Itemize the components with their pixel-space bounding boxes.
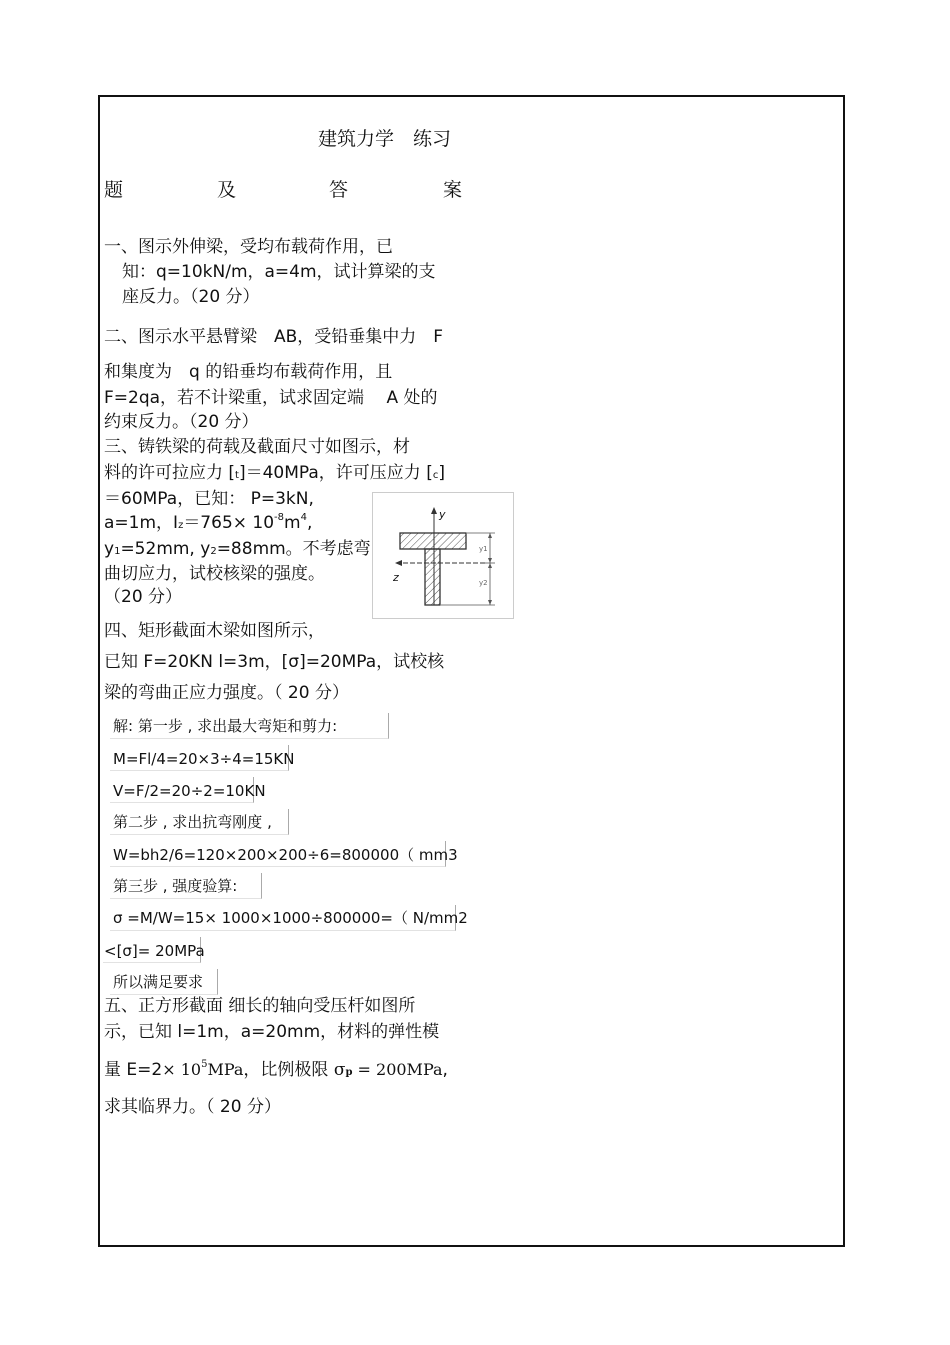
- q5-line-1: 五、正方形截面 细长的轴向受压杆如图所: [104, 996, 416, 1016]
- q3-line-4: a=1m，$Iz=765\times 10^{-8}m^4$,: [104, 512, 313, 533]
- q4-line-1: 四、矩形截面木梁如图所示，: [104, 621, 325, 641]
- q3-line-7: （20 分）: [104, 587, 183, 607]
- q3-line-6: 曲切应力，试校核梁的强度。: [104, 564, 325, 584]
- subtitle-char-1: 题: [104, 179, 124, 201]
- solution-step-1: 解: 第一步 , 求出最大弯矩和剪力:: [113, 717, 338, 735]
- dimension-label-y2: y2: [479, 579, 488, 587]
- z-axis-label: z: [393, 571, 399, 584]
- q1-line-1: 一、图示外伸梁，受均布载荷作用，已: [104, 237, 393, 257]
- q5-line-4: 求其临界力。（ 20 分）: [104, 1097, 281, 1117]
- solution-step-3: V=F/2=20÷2=10KN: [113, 782, 266, 800]
- q3-line-3: ＝60MPa，已知： P=3kN,: [104, 489, 314, 509]
- solution-step-8: <[σ]= 20MPa: [104, 942, 205, 960]
- dimension-label-y1: y1: [479, 545, 488, 553]
- solution-step-7: σ =M/W=15× 1000×1000÷800000=（ N/mm2: [113, 909, 468, 927]
- q3-line-5: y1=52mm, y2=88mm。不考虑弯: [104, 539, 371, 559]
- q4-line-3: 梁的弯曲正应力强度。（ 20 分）: [104, 683, 349, 703]
- solution-step-6: 第三步 , 强度验算:: [113, 877, 238, 895]
- q3-line-1: 三、铸铁梁的荷载及截面尺寸如图示，材: [104, 437, 410, 457]
- page-title: 建筑力学 练习: [318, 128, 452, 150]
- t-section-figure: [372, 492, 514, 619]
- q4-line-2: 已知 F=20KN l=3m，[σ]=20MPa，试校核: [104, 652, 445, 672]
- q2-line-4: 约束反力。（20 分）: [104, 412, 259, 432]
- subtitle-char-4: 案: [443, 179, 463, 201]
- q2-line-2: 和集度为 q 的铅垂均布载荷作用，且: [104, 362, 393, 382]
- solution-step-5: W=bh2/6=120×200×200÷6=800000（ mm3: [113, 846, 458, 864]
- q5-line-2: 示，已知 l=1m，a=20mm，材料的弹性模: [104, 1022, 440, 1042]
- solution-step-2: M=Fl/4=20×3÷4=15KN: [113, 750, 295, 768]
- q3-line-2: 料的许可拉应力 [t]＝40MPa，许可压应力 [c]: [104, 463, 445, 483]
- q1-line-3: 座反力。（20 分）: [122, 287, 260, 307]
- q5-line-3: 量 $E=2\times 10^5MPa$，比例极限 σp = 200MPa,: [104, 1059, 448, 1080]
- solution-step-9: 所以满足要求: [113, 973, 204, 991]
- solution-step-4: 第二步 , 求出抗弯刚度 ,: [113, 813, 272, 831]
- y-axis-label: y: [439, 508, 446, 521]
- q1-line-2: 知：q=10kN/m，a=4m，试计算梁的支: [122, 262, 436, 282]
- subtitle-char-3: 答: [329, 179, 349, 201]
- q2-line-3: F=2qa，若不计梁重，试求固定端 A 处的: [104, 388, 438, 408]
- q2-line-1: 二、图示水平悬臂梁 AB，受铅垂集中力 F: [104, 327, 444, 347]
- subtitle-char-2: 及: [217, 179, 237, 201]
